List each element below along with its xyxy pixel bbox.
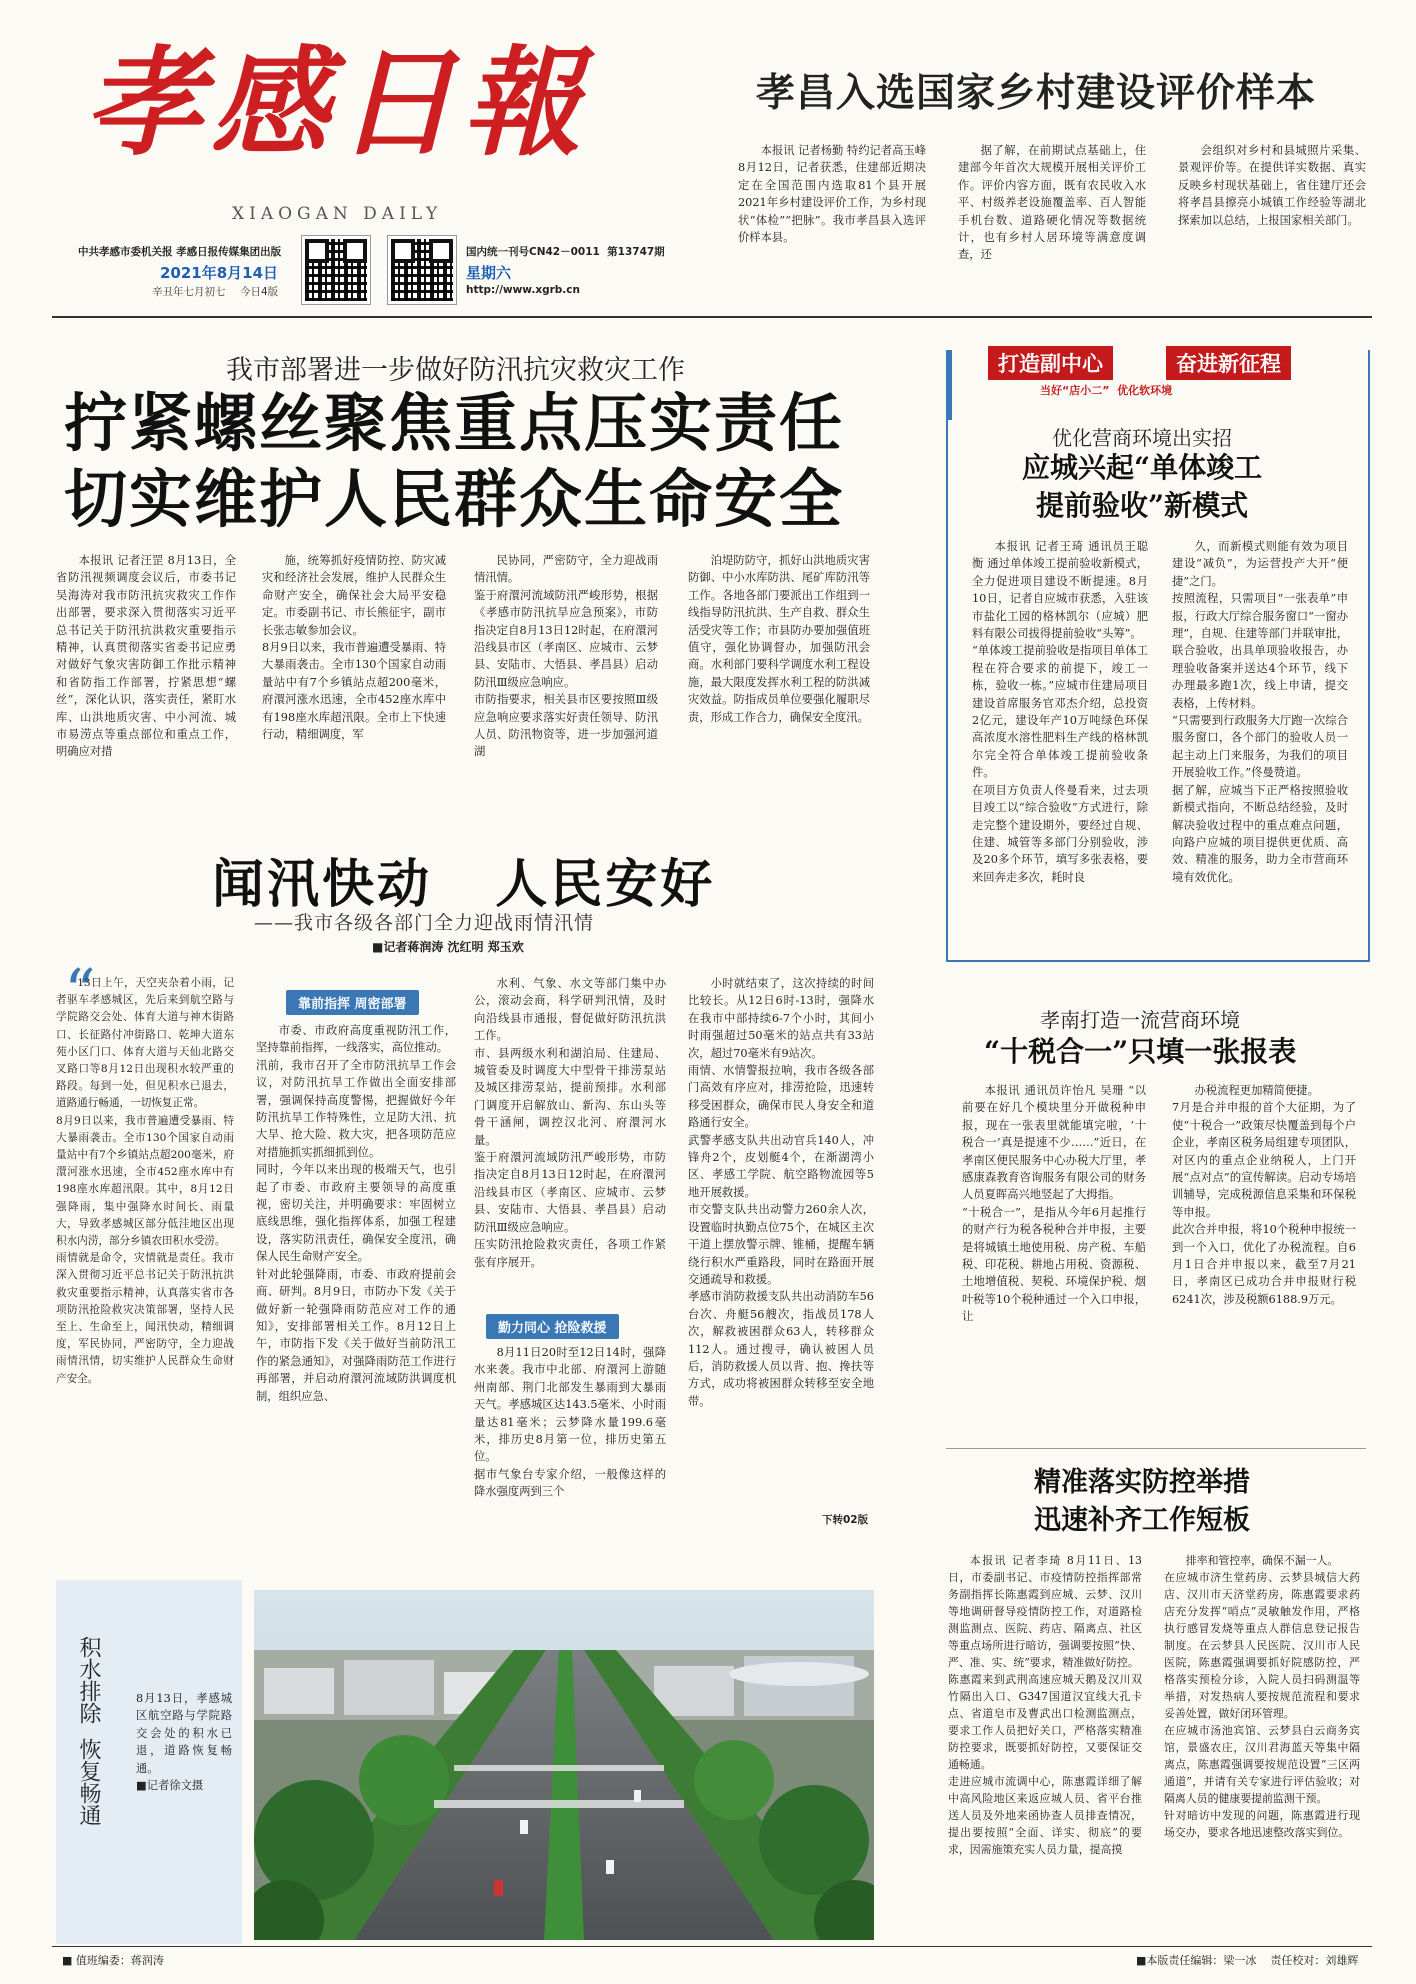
right2-kicker: 孝南打造一流营商环境	[1040, 1008, 1240, 1032]
lunar-date: 辛丑年七月初七	[152, 286, 226, 298]
footer-rule	[52, 1946, 1372, 1947]
feature-headline: 闻汛快动 人民安好	[212, 854, 716, 915]
cn-number: 国内统一刊号CN42－0011 第13747期	[466, 246, 665, 258]
qr-code-2	[388, 236, 456, 304]
top-story-col-2: 据了解，在前期试点基础上，住建部今年首次大规模开展相关评价工作。评价内容方面，既有农民收入水平、村级养老设施覆盖率、百人智能手机台数、道路硬化情况等数据统计，也有乡村人居环境等满意度调查，还	[958, 144, 1146, 262]
quote-mark: “	[64, 955, 96, 1028]
feature-subline: ——我市各级各部门全力迎战雨情汛情	[254, 912, 595, 934]
page-count: 今日4版	[240, 286, 279, 298]
feature-col-3a: 水利、气象、水文等部门集中办公，滚动会商，科学研判汛情，及时向沿线县市通报，督促做好防汛抗洪工作。 市、县两级水利和湖泊局、住建局、城管委及时调度大中型骨干排涝泵站及城区排涝泵站，提前预排。水利部门调度开启解放山、新沟、东山头等骨干涵闸，调控汉北河、府澴河水量。 鉴于府澴河流域防汛严峻形势，市防指决定自8月13日12时起，在府澴河沿线县市区（孝南区、应城市、云梦县、安陆市、大悟县、孝昌县）启动防汛Ⅲ级应急响应。 压实防汛抢险救灾责任，各项工作紧张有序展开。	[474, 977, 666, 1269]
footer-page-editor: ■本版责任编辑：梁一冰 责任校对：刘雄辉	[1136, 1954, 1359, 1967]
right1-headline-1: 应城兴起“单体竣工	[1022, 451, 1263, 484]
website-url[interactable]: http://www.xgrb.cn	[466, 284, 580, 296]
aerial-road-photo	[254, 1590, 874, 1940]
top-story-col-3: 会组织对乡村和县城照片采集、景观评价等。在提供详实数据、真实反映乡村现状基础上，省住建厅还会将孝昌县擦亮小城镇工作经验等湖北探索加以总结，上报国家相关部门。	[1178, 144, 1366, 227]
box-heading-1: 靠前指挥 周密部署	[286, 990, 419, 1015]
lead-headline-2: 切实维护人民群众生命安全	[64, 463, 844, 536]
right2-col-1: 本报讯 通讯员许怡凡 吴珊 “以前要在好几个模块里分开做税种申报，现在一张表里就能填完啦，‘十税合一’真是提速不少……”近日，在孝南区便民服务中心办税大厅里，孝感康森教育咨询服务有限公司的财务人员夏晖高兴地竖起了大拇指。 “十税合一”，是指从今年6月起推行的财产行为税各税种合并申报，主要是将城镇土地使用税、房产税、车船税、印花税、耕地占用税、资源税、土地增值税、契税、环境保护税、烟叶税等10个税种通过一个入口申报，让	[962, 1084, 1146, 1324]
banner-right: 奋进新征程	[1166, 346, 1291, 380]
right1-col-1: 本报讯 记者王琦 通讯员王聪衡 通过单体竣工提前验收新模式，全力促进项目建设不断提速。8月10日，记者自应城市获悉，入驻该市盐化工园的格林凯尔（应城）肥料有限公司拔得提前验收“头筹”。 “单体竣工提前验收是指项目单体工程在符合要求的前提下，竣工一栋，验收一栋。”应城市住建局项目建设首席服务官邓杰介绍，总投资2亿元，建设年产10万吨绿色环保高浓度水溶性肥料生产线的格林凯尔完全符合单体竣工提前验收条件。 在项目方负责人佟曼看来，过去项目竣工以“综合验收”方式进行，除走完整个建设期外，要经过自规、住建、城管等多部门分别验收，涉及20多个环节，填写多张表格，要来回奔走多次，耗时良	[972, 540, 1148, 884]
weekday: 星期六	[466, 264, 512, 282]
lead-col-4: 泊堤防防守，抓好山洪地质灾害防御、中小水库防洪、尾矿库防汛等工作。各地各部门要派出工作组到一线指导防汛抗洪、生产自救、群众生活受灾等工作；市县防办要加强值班值守，强化协调督办，加强防汛会商。水利部门要科学调度水利工程设施，最大限度发挥水利工程的防洪减灾效益。防指成员单位要强化履职尽责，形成工作合力，确保安全度汛。	[688, 554, 870, 724]
photo-sidebar-title: 积水排除 恢复畅通	[76, 1636, 101, 1826]
lead-kicker: 我市部署进一步做好防汛抗灾救灾工作	[226, 355, 685, 386]
banner-left: 打造副中心	[988, 346, 1113, 380]
lead-col-3: 民协同，严密防守，全力迎战雨情汛情。 鉴于府澴河流域防汛严峻形势，根据《孝感市防汛抗旱应急预案》，市防指决定自8月13日12时起，在府澴河沿线县市区（孝南区、应城市、云梦县、安陆市、大悟县、孝昌县）启动防汛Ⅲ级应急响应。 市防指要求，相关县市区要按照Ⅲ级应急响应要求落实好责任领导、防汛人员、防汛物资等，进一步加强河道湖	[474, 554, 658, 759]
publisher-line: 中共孝感市委机关报 孝感日报传媒集团出版	[78, 246, 282, 258]
feature-col-4: 小时就结束了，这次持续的时间比较长。从12日6时-13时，强降水在我市中部持续6-7个小时，其间小时雨强超过50毫米的站点共有33站次，超过70毫米有9站次。 雨情、水情警报拉响，我市各级各部门高效有序应对，排涝抢险，迅速转移受困群众，确保市民人身安全和道路通行安全。 武警孝感支队共出动官兵140人，冲锋舟2个，皮划艇4个，在渐湖湾小区、孝感工学院、航空路物流园等5地开展救援。 市交警支队共出动警力260余人次，设置临时执勤点位75个，在城区主次干道上摆放警示牌、锥桶，提醒车辆绕行积水严重路段，同时在路面开展交通疏导和救援。 孝感市消防救援支队共出动消防车56台次、舟艇56艘次，指战员178人次，解救被困群众63人，转移群众112人。通过搜寻，确认被困人员后，消防救援人员以背、抱、搀扶等方式，成功将被困群众转移至安全地带。	[688, 977, 874, 1408]
feature-col-2: 市委、市政府高度重视防汛工作，坚持靠前指挥，一线落实，高位推动。 汛前，我市召开了全市防汛抗旱工作会议，对防汛抗旱工作做出全面安排部署，强调保持高度警惕，把握做好今年防汛抗旱工作特殊性，立足防大汛、抗大旱、抢大险、救大灾，把各项防范应对措施抓实抓细抓到位。 同时，今年以来出现的极端天气，也引起了市委、市政府主要领导的高度重视，密切关注，并明确要求：牢固树立底线思维，强化指挥体系，加强工程建设，落实防汛责任，确保安全度汛，确保人民生命财产安全。 针对此轮强降雨，市委、市政府提前会商、研判。8月9日，市防办下发《关于做好新一轮强降雨防范应对工作的通知》，安排部署相关工作。8月12日上午，市防指下发《关于做好当前防汛工作的紧急通知》，对强降雨防范工作进行再部署，并启动府澴河流域防洪调度机制，组织应急、	[256, 1024, 456, 1403]
jump-line: 下转02版	[822, 1514, 869, 1526]
masthead-title: 孝感日報	[77, 33, 617, 172]
lead-col-1: 本报讯 记者汪罡 8月13日，全省防汛视频调度会议后，市委书记吴海涛对我市防汛抗灾救灾工作作出部署，要求深入贯彻落实习近平总书记关于防汛抗洪救灾重要指示精神，认真贯彻落实省委书记应勇对做好气象灾害防御工作批示精神和省防指工作部署，拧紧思想“螺丝”，深化认识，落实责任，紧盯水库、山洪地质灾害、中小河流、城市易涝点等重点部位和重点工作，明确应对措	[56, 554, 236, 759]
feature-byline: ■记者蒋润涛 沈红明 郑玉欢	[372, 940, 524, 954]
right1-headline-2: 提前验收”新模式	[1036, 489, 1249, 522]
right3-col-1: 本报讯 记者李琦 8月11日、13日，市委副书记、市疫情防控指挥部常务副指挥长陈惠霞到应城、云梦、汉川等地调研督导疫情防控工作，对道路检测监测点、医院、药店、隔离点、社区等重点场所进行暗访，强调要按照“快、严、准、实、统”要求，精准做好防控。 陈惠霞来到武荆高速应城天鹅及汉川双竹隔出入口、G347国道汉宜线大孔卡点、省道皂市及曹武出口检测监测点，要求工作人员把好关口，严格落实精准防控要求，既要抓好防控，又要保证交通畅通。 走进应城市流调中心，陈惠霞详细了解中高风险地区来返应城人员、省平台推送人员及外地来函协查人员排查情况，提出要按照“全面、详实、彻底”的要求，因需施策充实人员力量，提高摸	[948, 1554, 1142, 1856]
photo-caption: 8月13日，孝感城区航空路与学院路交会处的积水已退，道路恢复畅通。 ■记者徐文摄	[136, 1692, 232, 1793]
right1-col-2: 久，而新模式则能有效为项目建设“减负”，为运营投产大开“便捷”之门。 按照流程，只需项目“一张表单”申报，行政大厅综合服务窗口“一窗办理”，自规、住建等部门并联审批，联合验收，出具单项验收报告，办理验收备案并送达4个环节，线下办理最多跑1次，线上申请，提交表格，上传材料。 “只需要到行政服务大厅跑一次综合服务窗口，各个部门的验收人员一起主动上门来服务，为我们的项目开展验收工作。”佟曼赞道。 据了解，应城当下正严格按照验收新模式指向，不断总结经验，及时解决验收过程中的重点难点问题，向路户应城的项目提供更优质、高效、精准的服务，助力全市营商环境有效优化。	[1172, 540, 1348, 884]
right3-headline-1: 精准落实防控举措	[1034, 1467, 1250, 1498]
lead-col-2: 施，统筹抓好疫情防控、防灾减灾和经济社会发展，维护人民群众生命财产安全，确保社会大局平安稳定。市委副书记、市长熊征宇，副市长张志敏参加会议。 8月9日以来，我市普遍遭受暴雨、特大暴雨袭击。全市130个国家自动雨量站中有7个乡镇站点超200毫米，府澴河涨水迅速，全市452座水库中有198座水库超汛限。全市上下快速行动，精细调度，军	[262, 554, 446, 742]
banner-sub: 当好“店小二” 优化软环境	[1040, 384, 1173, 397]
lead-headline-1: 拧紧螺丝聚焦重点压实责任	[64, 387, 844, 460]
right2-headline: “十税合一”只填一张报表	[984, 1035, 1297, 1068]
masthead-pinyin: XIAOGAN DAILY	[232, 204, 443, 224]
masthead-divider	[52, 316, 1372, 318]
issue-date: 2021年8月14日	[160, 264, 279, 282]
right3-headline-2: 迅速补齐工作短板	[1034, 1505, 1250, 1536]
footer-duty-editor: ■ 值班编委：蒋润涛	[62, 1954, 164, 1967]
top-story-col-1: 本报讯 记者杨勤 特约记者高玉峰 8月12日，记者获悉，住建部近期决定在全国范围内选取81个县开展2021年乡村建设评价工作，为乡村现状“体检”“把脉”。我市孝昌县入选评价样本县。	[738, 144, 926, 245]
top-story-headline: 孝昌入选国家乡村建设评价样本	[756, 71, 1317, 116]
right-divider	[946, 1448, 1366, 1449]
feature-col-1: 13日上午，天空夹杂着小雨，记者驱车孝感城区，先后来到航空路与学院路交会处、体育大道与神木街路口、长征路付冲街路口、乾坤大道东苑小区门口、体育大道与天仙北路交叉路口等8月12日出现积水较严重的路段。每到一处，但见积水已退去，道路通行畅通，一切恢复正常。 8月9日以来，我市普遍遭受暴雨、特大暴雨袭击。全市130个国家自动雨量站中有7个乡镇站点超200毫米，府澴河涨水迅速，全市452座水库中有198座水库超汛限。其中，8月12日强降雨，集中强降水时间长、雨量大，导致孝感城区部分低洼地区出现积水内涝，部分乡镇农田积水受涝。 雨情就是命令，灾情就是责任。我市深入贯彻习近平总书记关于防汛抗洪救灾重要指示精神，认真落实省市各项防汛抢险救灾决策部署，坚持人民至上、生命至上，闻汛快动，精细调度，军民协同，严密防守，全力迎战雨情汛情，切实维护人民群众生命财产安全。	[56, 977, 234, 1385]
right3-col-2: 排率和管控率，确保不漏一人。 在应城市济生堂药房、云梦县城信大药店、汉川市天济堂药房，陈惠霞要求药店充分发挥“哨点”灵敏触发作用，严格执行感冒发烧等重点人群信息登记报告制度。在云梦县人民医院、汉川市人民医院，陈惠霞强调要抓好院感防控，严格落实预检分诊，入院人员扫码测温等举措，对发热病人要按规范流程和要求妥善处置，做好闭环管理。 在应城市汤池宾馆、云梦县白云商务宾馆，景盛农庄，汉川君海蓝天等集中隔离点，陈惠霞强调要按规范设置“三区两通道”，并请有关专家进行评估验收；对隔离人员的健康要提前监测干预。 针对暗访中发现的问题，陈惠霞进行现场交办，要求各地迅速整改落实到位。	[1164, 1554, 1360, 1839]
right2-col-2: 办税流程更加精简便捷。 7月是合并申报的首个大征期，为了使“十税合一”政策尽快覆盖到每个户企业，孝南区税务局组建专项团队，对区内的重点企业纳税人，上门开展“点对点”的宣传解读。启动专场培训辅导，完成税源信息采集和环保税等申报。 此次合并申报，将10个税种申报统一到一个入口，优化了办税流程。自6月1日合并申报以来，截至7月21日，孝南区已成功合并申报财行税6241次，涉及税额6188.9万元。	[1172, 1084, 1356, 1306]
frame-left-accent	[946, 350, 952, 420]
feature-col-3b: 8月11日20时至12日14时，强降水来袭。我市中北部、府澴河上游随州南部、荆门北部发生暴雨到大暴雨天气。孝感城区达143.5毫米、小时雨量达81毫米；云梦降水量199.6毫米，排历史8月第一位，排历史第五位。 据市气象台专家介绍，一般像这样的降水强度两到三个	[474, 1346, 666, 1499]
box-heading-2: 勤力同心 抢险救援	[486, 1314, 619, 1339]
qr-code-1	[302, 236, 370, 304]
right1-kicker: 优化营商环境出实招	[1052, 426, 1232, 450]
